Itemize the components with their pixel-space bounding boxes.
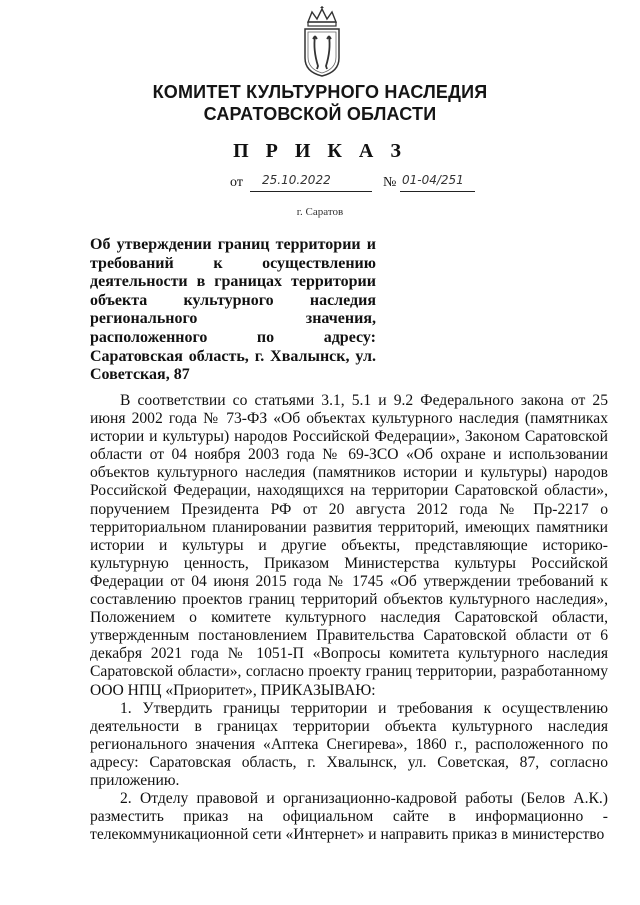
organization-name-line1: КОМИТЕТ КУЛЬТУРНОГО НАСЛЕДИЯ <box>152 82 488 102</box>
saratov-coat-of-arms-icon <box>300 6 344 78</box>
preamble-paragraph: В соответствии со статьями 3.1, 5.1 и 9.2 Федерального закона от 25 июня 2002 года № 73-ФЗ «Об объектах культурного наследия (памятниках истории и культуры) народов Российской Федерации», Законом Саратовской области от 04 ноября 2003 года № 69-ЗСО «Об охране и использовании объектов культурного наследия (памятников истории и культуры) народов Российской Федерации, находящихся на территории Саратовской области», поручением Президента РФ от 20 августа 2012 года № Пр-2217 о территориальном планировании развития территорий, имеющих памятники истории и культуры и другие объекты, представляющие историко-культурную ценность, Приказом Министерства культуры Российской Федерации от 04 июня 2015 года № 1745 «Об утверждении требований к составлению проектов границ территорий объектов культурного наследия», Положением о комитете культурного наследия Саратовской области, утвержденным постановлением Правительства Саратовской области от 6 декабря 2021 года № 1051-П «Вопросы комитета культурного наследия Саратовской области», согласно проекту границ территории, разработанному ООО НПЦ «Приоритет», ПРИКАЗЫВАЮ: <box>90 392 608 699</box>
handwritten-number: 01-04/251 <box>402 173 464 187</box>
order-item-2: 2. Отделу правовой и организационно-кадровой работы (Белов А.К.) разместить приказ на официальном сайте в информационно - телекоммуникационной сети «Интернет» и направить приказ в министерство <box>90 790 608 844</box>
date-prefix: от <box>230 175 243 190</box>
order-title: Об утверждении границ территории и требований к осуществлению деятельности в границах территории объекта культурного наследия регионального значения, расположенного по адресу: Саратовская область, г. Хвалынск, ул. Советская, 87 <box>90 236 376 384</box>
document-type-heading: П Р И К А З <box>233 140 407 162</box>
number-prefix: № <box>383 175 397 190</box>
number-underline <box>400 191 475 192</box>
date-underline <box>250 191 372 192</box>
order-body <box>90 392 608 844</box>
organization-name-line2: САРАТОВСКОЙ ОБЛАСТИ <box>203 104 437 124</box>
order-item-1: 1. Утвердить границы территории и требования к осуществлению деятельности в границах территории объекта культурного наследия регионального значения «Аптека Снегирева», 1860 г., расположенного по адресу: Саратовская область, г. Хвалынск, ул. Советская, 87, согласно приложению. <box>90 699 608 789</box>
handwritten-date: 25.10.2022 <box>262 173 331 187</box>
city-label: г. Саратов <box>296 206 344 218</box>
